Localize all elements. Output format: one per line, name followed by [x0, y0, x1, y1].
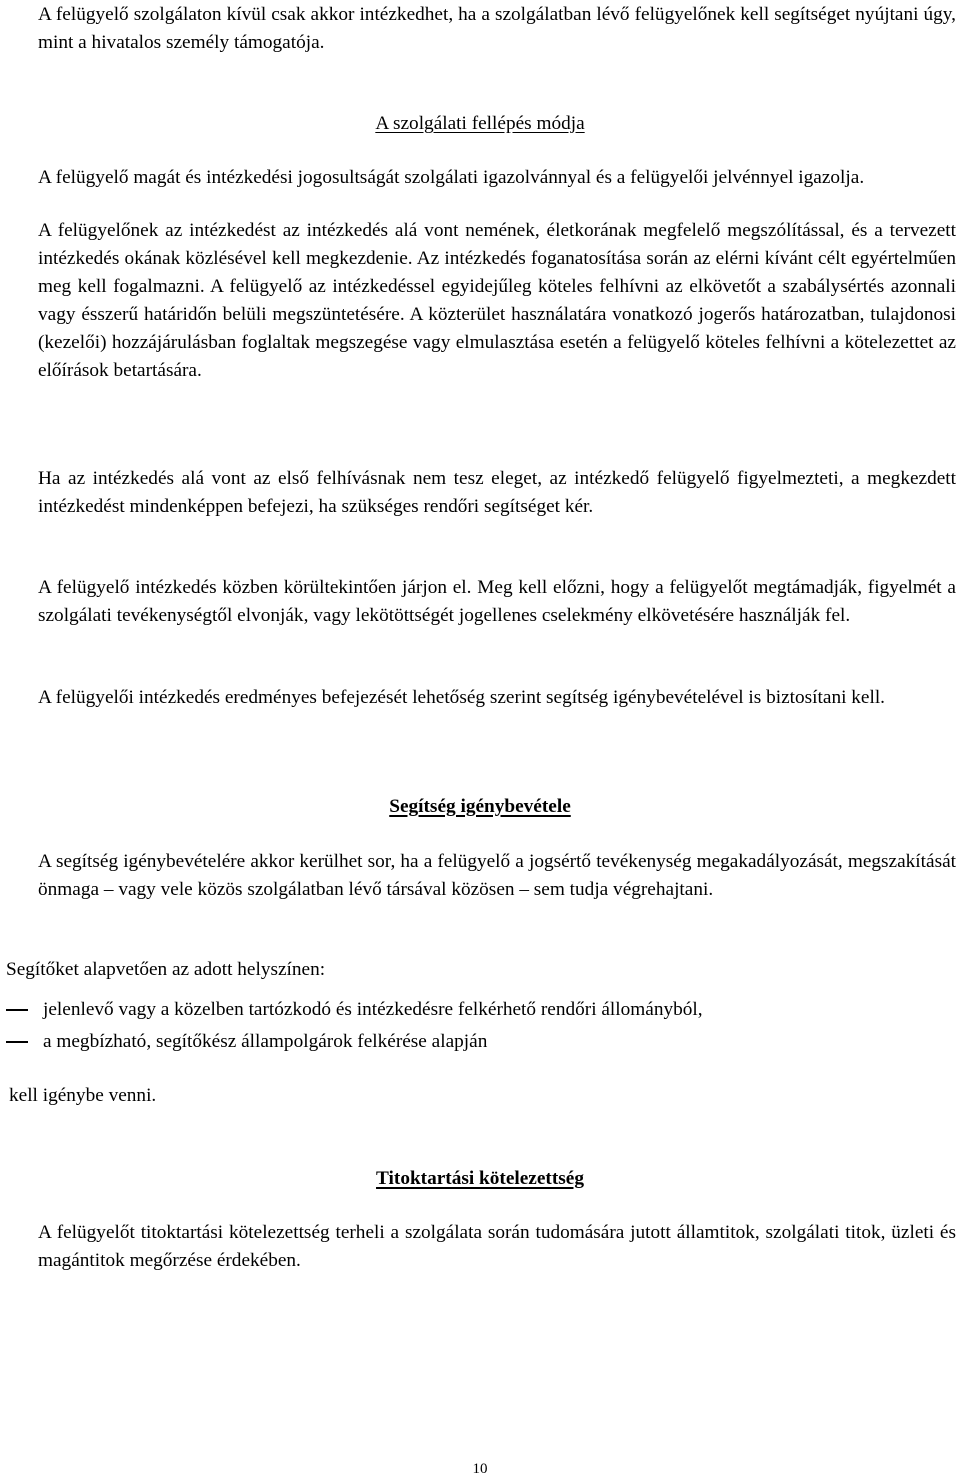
- list-item: [0, 1028, 960, 1060]
- heading-text: Titoktartási kötelezettség: [376, 1168, 584, 1189]
- paragraph-12: [6, 683, 956, 712]
- paragraph-text: A felügyelő magát és intézkedési jogosultságát szolgálati igazolvánnyal és a felügyelői jelvénnyel igazolja.: [38, 167, 865, 188]
- paragraph-text: A felügyelő intézkedés közben körültekintően járjon el. Meg kell előzni, hogy a felügyelőt megtámadják, figyelmét a szolgálati tevékenységtől elvonják, vagy lekötöttségét jogellenes cselekmény elkövetésére használják fel.: [38, 577, 956, 626]
- dash-bullet-icon: [6, 1009, 28, 1011]
- paragraph-10: [6, 464, 956, 521]
- helpers-list: [0, 996, 960, 1060]
- paragraph-text: Ha az intézkedés alá vont az első felhívásnak nem tesz eleget, az intézkedő felügyelő figyelmezteti, a megkezdett intézkedést mindenképpen befejezi, ha szükséges rendőri segítséget kér.: [38, 468, 956, 517]
- paragraph-14: [6, 1218, 956, 1275]
- dash-bullet-icon: [6, 1041, 28, 1043]
- section-heading-titoktartas: [0, 1165, 960, 1193]
- paragraph-9: [6, 216, 956, 385]
- list-item-text: a megbízható, segítőkész állampolgárok felkérése alapján: [43, 1031, 488, 1052]
- list-item: [0, 996, 960, 1028]
- paragraph-text: A felügyelőnek az intézkedést az intézkedés alá vont nemének, életkorának megfelelő megszólítással, és a tervezett intézkedés okának közlésével kell megkezdenie. Az intézkedés foganatosítása során az elérni kívánt célt egyértelműen meg kell fogalmazni. A felügyelő az intézkedéssel egyidejűleg köteles felhívni az elkövetőt a szabálysértés azonnali vagy ésszerű határidőn belüli megszüntetésére. A közterület használatára vonatkozó jogerős határozatban, tulajdonosi (kezelői) hozzájárulásban foglaltak megszegése vagy elmulasztása esetén a felügyelő köteles felhívni a kötelezettet az előírások betartására.: [38, 220, 956, 381]
- section-heading-fellepes: [0, 110, 960, 138]
- paragraph-number: [6, 683, 38, 711]
- paragraph-number: [6, 163, 38, 191]
- paragraph-text: A felügyelő szolgálaton kívül csak akkor intézkedhet, ha a szolgálatban lévő felügyelőnek kell segítséget nyújtani úgy, mint a hivatalos személy támogatója.: [38, 4, 956, 53]
- section-heading-segitseg: [0, 793, 960, 821]
- heading-text: A szolgálati fellépés módja: [375, 113, 585, 134]
- paragraph-8: [6, 163, 956, 192]
- paragraph-13: [6, 847, 956, 904]
- paragraph-7: [6, 0, 956, 57]
- helpers-intro: Segítőket alapvetően az adott helyszínen:: [6, 959, 326, 980]
- paragraph-11: [6, 573, 956, 630]
- paragraph-number: [6, 847, 38, 875]
- paragraph-text: A felügyelői intézkedés eredményes befejezését lehetőség szerint segítség igénybevételével is biztosítani kell.: [38, 687, 885, 708]
- paragraph-number: [6, 0, 38, 28]
- paragraph-number: [6, 1218, 38, 1246]
- paragraph-text: A segítség igénybevételére akkor kerülhet sor, ha a felügyelő a jogsértő tevékenység megakadályozását, megszakítását önmaga – vagy vele közös szolgálatban lévő társával közösen – sem tudja végrehajtani.: [38, 851, 956, 900]
- heading-text: Segítség igénybevétele: [389, 796, 571, 817]
- paragraph-text: A felügyelőt titoktartási kötelezettség terheli a szolgálata során tudomására jutott államtitok, szolgálati titok, üzleti és magántitok megőrzése érdekében.: [38, 1222, 956, 1271]
- paragraph-number: [6, 216, 38, 244]
- list-item-text: jelenlevő vagy a közelben tartózkodó és intézkedésre felkérhető rendőri állományból,: [43, 999, 703, 1020]
- page-number: 10: [472, 1461, 488, 1477]
- paragraph-number: [6, 464, 38, 492]
- helpers-outro: kell igénybe venni.: [9, 1085, 157, 1106]
- paragraph-number: [6, 573, 38, 601]
